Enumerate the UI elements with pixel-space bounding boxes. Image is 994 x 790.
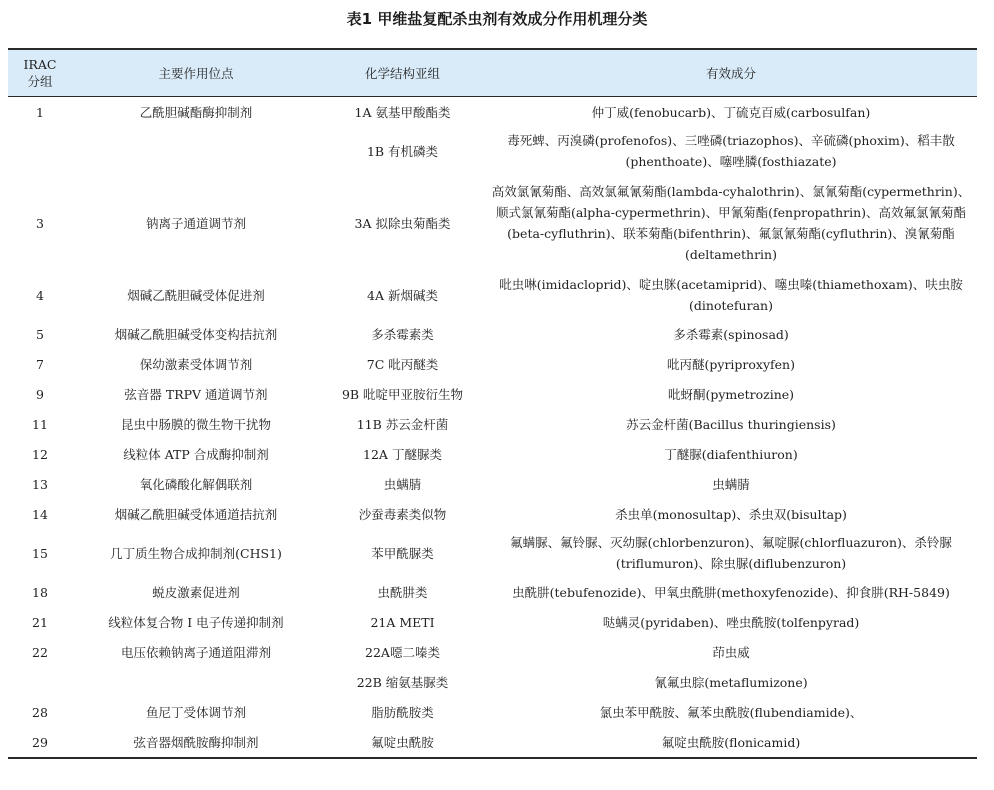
cell-site: 弦音器烟酰胺酶抑制剂 <box>72 727 320 758</box>
header-irac <box>8 49 72 97</box>
table-row <box>8 271 977 319</box>
cell-ingredients: 氟螨脲、氟铃脲、灭幼脲(chlorbenzuron)、氟啶脲(chlorfluazuron)、杀铃脲(triflumuron)、除虫脲(diflubenzuron) <box>510 535 952 571</box>
cell-irac: 22 <box>32 644 48 660</box>
cell-subgroup: 22A噁二嗪类 <box>365 644 440 660</box>
header-site: 主要作用位点 <box>72 49 320 97</box>
cell-site <box>72 127 320 175</box>
cell-site: 烟碱乙酰胆碱受体变构拮抗剂 <box>114 326 278 342</box>
table-row <box>8 607 977 637</box>
table-row <box>8 127 977 175</box>
cell-irac: 13 <box>32 476 48 492</box>
cell-irac: 3 <box>36 215 44 231</box>
cell-irac: 28 <box>32 704 48 720</box>
cell-irac: 18 <box>32 584 48 600</box>
cell-site: 烟碱乙酰胆碱受体通道拮抗剂 <box>114 506 278 522</box>
table-row <box>8 175 977 271</box>
cell-site: 钠离子通道调节剂 <box>145 215 246 231</box>
cell-ingredients: 氰氟虫腙(metaflumizone) <box>654 674 808 690</box>
cell-irac: 1 <box>36 104 44 120</box>
table-row <box>8 349 977 379</box>
cell-irac: 29 <box>8 727 72 758</box>
cell-site: 氧化磷酸化解偶联剂 <box>139 476 253 492</box>
cell-ingredients: 氯虫苯甲酰胺、氟苯虫酰胺(flubendiamide)、 <box>599 704 863 720</box>
cell-subgroup: 1A 氨基甲酸酯类 <box>354 104 451 120</box>
cell-irac: 9 <box>36 386 44 402</box>
cell-subgroup: 11B 苏云金杆菌 <box>356 416 449 432</box>
cell-subgroup: 苯甲酰脲类 <box>371 545 434 561</box>
cell-subgroup: 沙蚕毒素类似物 <box>358 506 447 522</box>
cell-site: 线粒体 ATP 合成酶抑制剂 <box>123 446 269 462</box>
cell-site: 几丁质生物合成抑制剂(CHS1) <box>110 545 282 561</box>
header-irac-line2: 分组 <box>27 74 53 89</box>
table-row <box>8 319 977 349</box>
cell-subgroup: 1B 有机磷类 <box>366 143 439 159</box>
cell-site: 昆虫中肠膜的微生物干扰物 <box>120 416 271 432</box>
cell-subgroup: 7C 吡丙醚类 <box>366 356 439 372</box>
cell-subgroup: 4A 新烟碱类 <box>367 287 438 303</box>
cell-irac: 11 <box>32 416 48 432</box>
cell-site: 弦音器 TRPV 通道调节剂 <box>124 386 268 402</box>
cell-site: 烟碱乙酰胆碱受体促进剂 <box>127 287 265 303</box>
table-row <box>8 379 977 409</box>
cell-site <box>72 667 320 697</box>
cell-subgroup: 9B 吡啶甲亚胺衍生物 <box>341 386 464 402</box>
cell-site: 鱼尼丁受体调节剂 <box>145 704 246 720</box>
cell-irac: 7 <box>36 356 44 372</box>
cell-irac: 4 <box>36 287 44 303</box>
cell-ingredients: 多杀霉素(spinosad) <box>673 326 789 342</box>
table-row <box>8 697 977 727</box>
table-row <box>8 439 977 469</box>
cell-irac: 12 <box>32 446 48 462</box>
cell-ingredients: 吡丙醚(pyriproxyfen) <box>667 356 795 372</box>
cell-subgroup: 22B 缩氨基脲类 <box>356 674 449 690</box>
cell-ingredients: 丁醚脲(diafenthiuron) <box>664 446 798 462</box>
cell-irac <box>8 127 72 175</box>
table-row <box>8 667 977 697</box>
header-subgroup: 化学结构亚组 <box>320 49 485 97</box>
table-row <box>8 97 977 128</box>
cell-irac: 15 <box>32 545 48 561</box>
cell-ingredients: 毒死蜱、丙溴磷(profenofos)、三唑磷(triazophos)、辛硫磷(phoxim)、稻丰散(phenthoate)、噻唑膦(fosthiazate) <box>507 133 955 169</box>
table-row <box>8 637 977 667</box>
cell-site: 乙酰胆碱酯酶抑制剂 <box>139 104 253 120</box>
header-irac-line1: IRAC <box>23 57 57 72</box>
cell-subgroup: 多杀霉素类 <box>371 326 434 342</box>
cell-irac: 5 <box>36 326 44 342</box>
cell-ingredients: 虫酰肼(tebufenozide)、甲氧虫酰肼(methoxyfenozide)、抑食肼(RH-5849) <box>512 584 950 600</box>
cell-subgroup: 虫酰肼类 <box>377 584 428 600</box>
cell-site: 线粒体复合物 I 电子传递抑制剂 <box>108 614 284 630</box>
cell-subgroup: 脂肪酰胺类 <box>371 704 434 720</box>
cell-ingredients: 仲丁威(fenobucarb)、丁硫克百威(carbosulfan) <box>591 104 871 120</box>
table-caption: 表1 甲维盐复配杀虫剂有效成分作用机理分类 <box>346 10 648 28</box>
moa-table <box>8 48 977 759</box>
cell-subgroup: 21A METI <box>370 614 435 630</box>
cell-subgroup: 12A 丁醚脲类 <box>363 446 442 462</box>
table-row <box>8 727 977 758</box>
table-row <box>8 409 977 439</box>
header-row <box>8 49 977 97</box>
cell-ingredients: 吡蚜酮(pymetrozine) <box>667 386 795 402</box>
table-row <box>8 499 977 529</box>
table-row <box>8 577 977 607</box>
cell-irac: 21 <box>32 614 48 630</box>
cell-subgroup: 虫螨腈 <box>383 476 422 492</box>
header-ingredients: 有效成分 <box>485 49 977 97</box>
cell-ingredients: 高效氯氰菊酯、高效氯氟氰菊酯(lambda-cyhalothrin)、氯氰菊酯(cypermethrin)、顺式氯氰菊酯(alpha-cypermethrin)、甲氰菊酯(fenpropathrin)、高效氟氯氰菊酯(beta-cyfluthrin)、联苯菊酯(bifenthrin)、氟氯氰菊酯(cyfluthrin)、溴氰菊酯(deltamethrin) <box>491 184 971 262</box>
table-row <box>8 469 977 499</box>
cell-site: 保幼激素受体调节剂 <box>139 356 253 372</box>
cell-irac <box>8 667 72 697</box>
cell-ingredients: 杀虫单(monosultap)、杀虫双(bisultap) <box>615 506 847 522</box>
cell-irac: 14 <box>32 506 48 522</box>
cell-ingredients: 苏云金杆菌(Bacillus thuringiensis) <box>626 416 836 432</box>
cell-ingredients: 吡虫啉(imidacloprid)、啶虫脒(acetamiprid)、噻虫嗪(thiamethoxam)、呋虫胺(dinotefuran) <box>499 277 963 313</box>
cell-ingredients: 氟啶虫酰胺(flonicamid) <box>485 727 977 758</box>
table-container <box>8 48 977 759</box>
cell-ingredients: 虫螨腈 <box>712 476 750 492</box>
table-row <box>8 529 977 577</box>
cell-site: 蜕皮激素促进剂 <box>152 584 240 600</box>
cell-ingredients: 茚虫威 <box>712 644 750 660</box>
cell-ingredients: 哒螨灵(pyridaben)、唑虫酰胺(tolfenpyrad) <box>602 614 860 630</box>
cell-subgroup: 氟啶虫酰胺 <box>320 727 485 758</box>
cell-site: 电压依赖钠离子通道阻滞剂 <box>120 644 271 660</box>
cell-subgroup: 3A 拟除虫菊酯类 <box>354 215 451 231</box>
